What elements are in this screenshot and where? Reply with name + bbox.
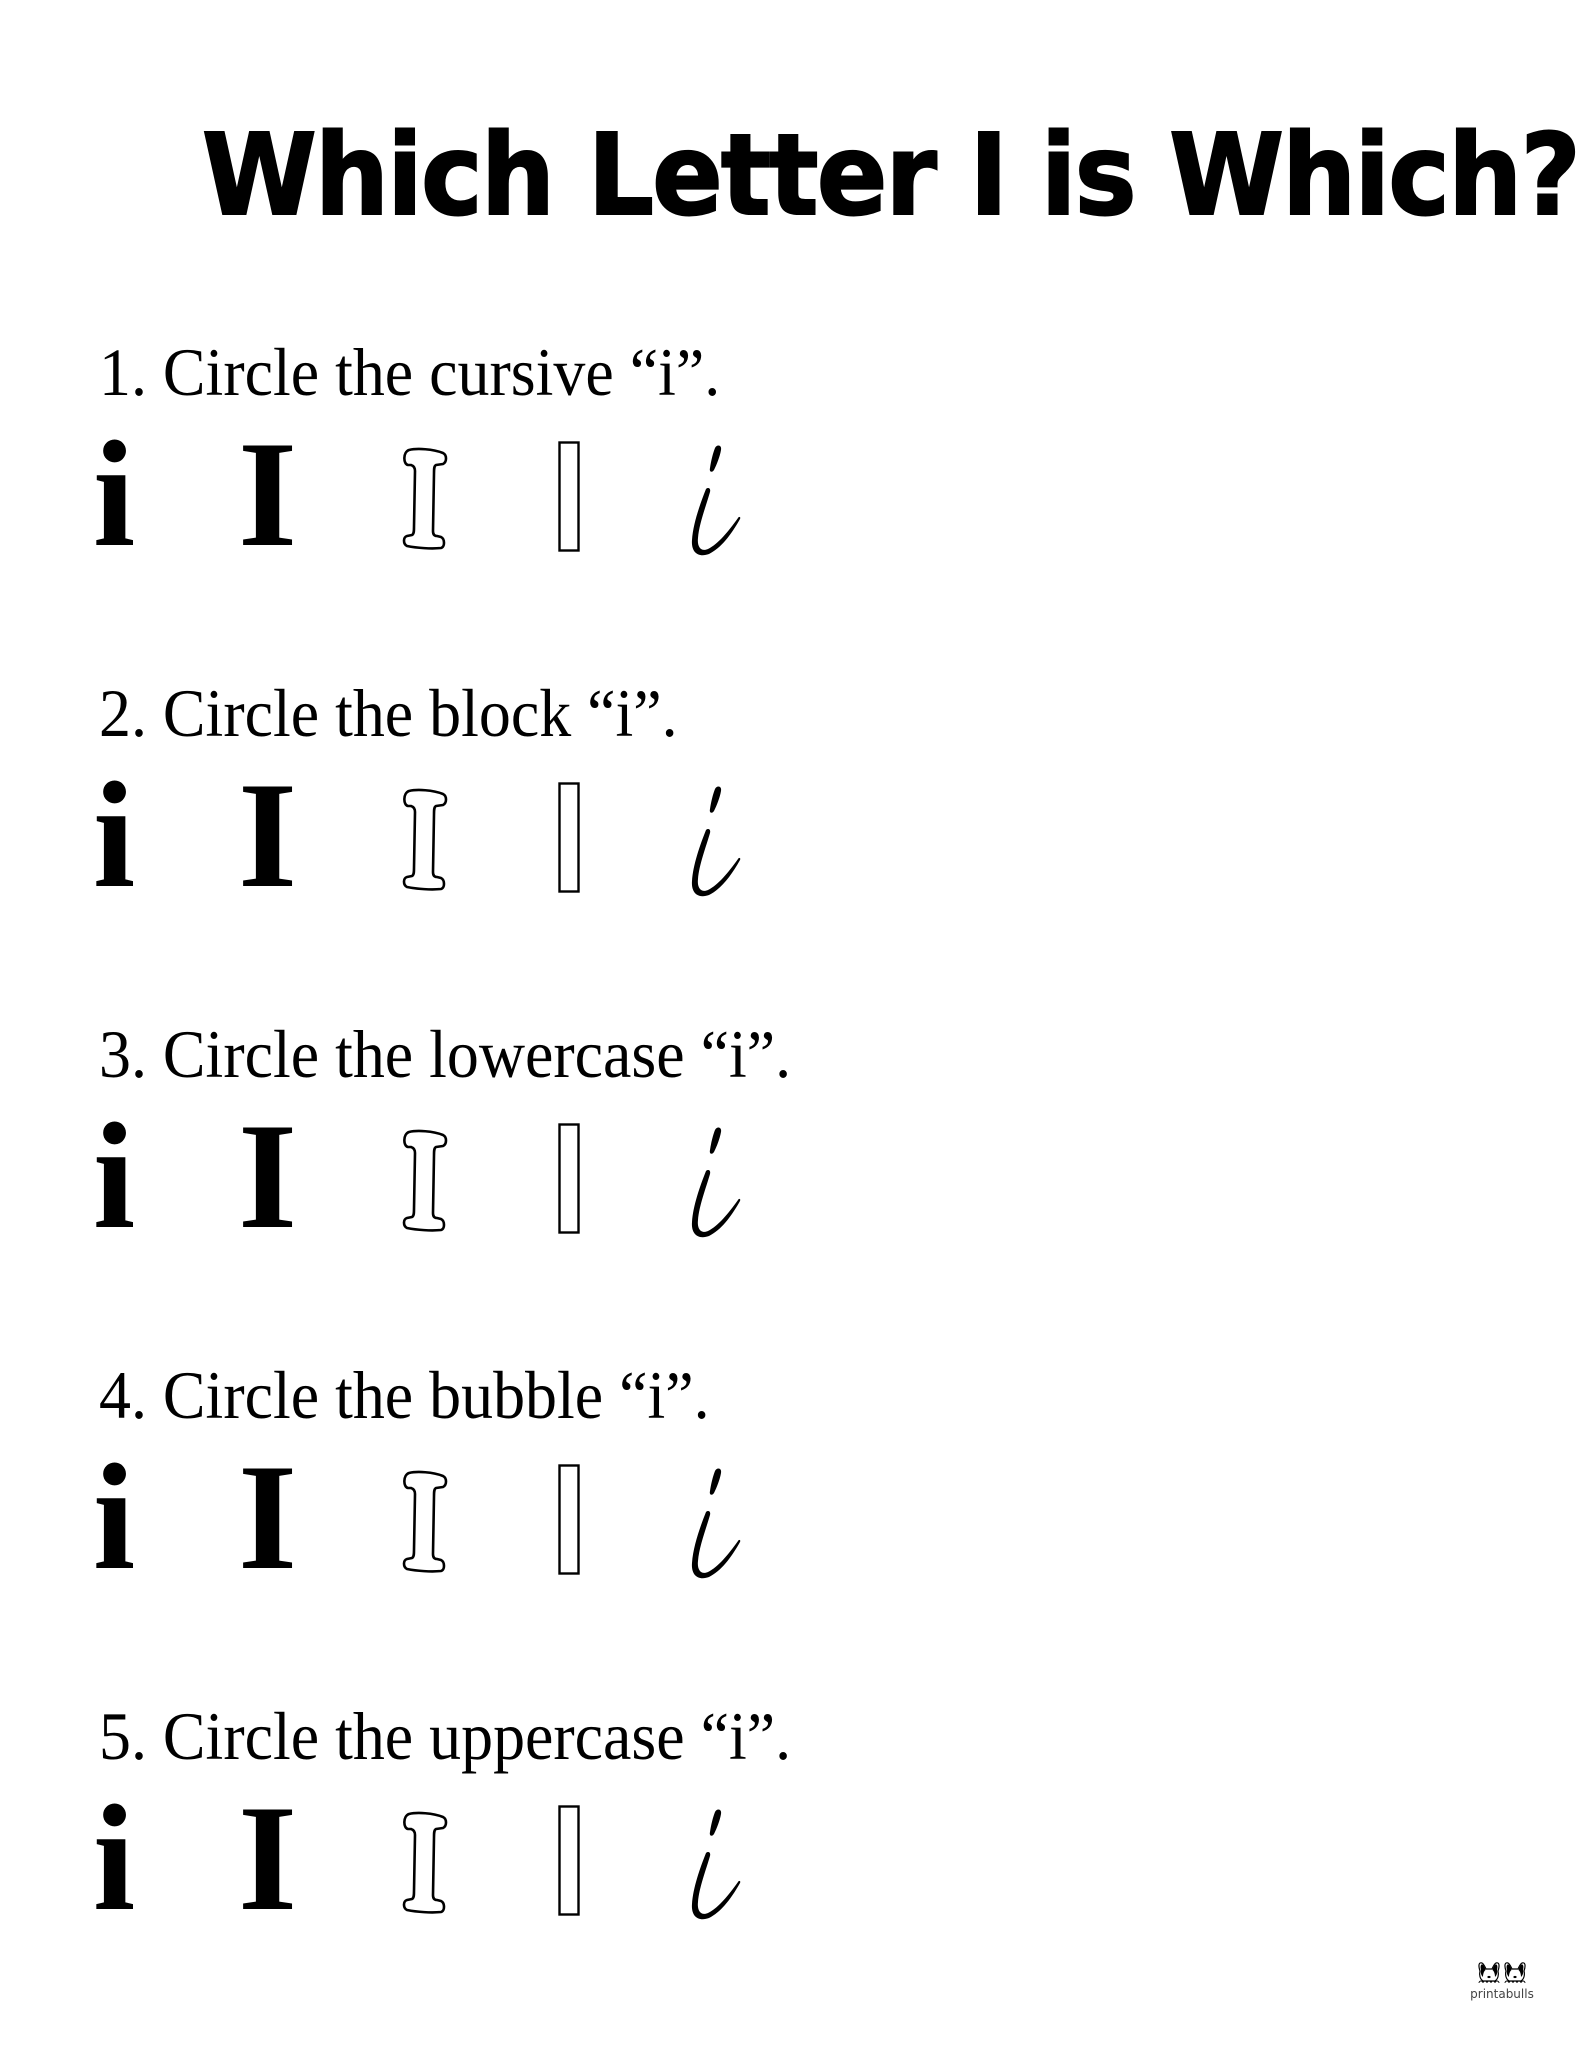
question-1 — [0, 334, 1583, 679]
letter-option-serif-lowercase-i[interactable] — [93, 1433, 136, 1601]
letter-option-bubble-i[interactable] — [401, 788, 449, 892]
question-3 — [0, 1016, 1583, 1361]
cursive-i-icon — [684, 1808, 742, 1920]
bubble-i-icon — [401, 788, 449, 892]
letter-option-serif-lowercase-i[interactable] — [93, 1092, 136, 1260]
printabulls-logo — [1466, 1962, 1538, 2002]
page-title-text: Which Letter I is Which? — [201, 111, 1580, 241]
bubble-i-icon — [401, 1129, 449, 1233]
letter-option-serif-lowercase-i[interactable] — [93, 410, 136, 578]
serif-uppercase-i-glyph: I — [238, 751, 298, 919]
question-4 — [0, 1357, 1583, 1702]
letter-option-block-i[interactable] — [558, 1123, 581, 1235]
letter-option-bubble-i[interactable] — [401, 1129, 449, 1233]
bubble-i-icon — [401, 1470, 449, 1574]
bubble-i-icon — [401, 1811, 449, 1915]
letter-option-cursive-i[interactable] — [684, 1126, 742, 1238]
serif-uppercase-i-glyph: I — [238, 1433, 298, 1601]
logo-text: printabulls — [1470, 1987, 1534, 2001]
block-i-icon — [558, 782, 581, 894]
serif-uppercase-i-glyph: I — [238, 1774, 298, 1942]
letter-option-cursive-i[interactable] — [684, 1467, 742, 1579]
serif-lowercase-i-glyph: i — [93, 1774, 136, 1942]
letter-option-block-i[interactable] — [558, 441, 581, 553]
page-title — [150, 111, 1580, 241]
question-prompt: 4. Circle the bubble “i”. — [99, 1357, 710, 1433]
question-prompt: 2. Circle the block “i”. — [99, 675, 678, 751]
serif-uppercase-i-glyph: I — [238, 410, 298, 578]
letter-option-cursive-i[interactable] — [684, 444, 742, 556]
block-i-icon — [558, 1805, 581, 1917]
letter-option-block-i[interactable] — [558, 1805, 581, 1917]
serif-lowercase-i-glyph: i — [93, 1433, 136, 1601]
block-i-icon — [558, 441, 581, 553]
block-i-icon — [558, 1464, 581, 1576]
serif-lowercase-i-glyph: i — [93, 751, 136, 919]
question-2 — [0, 675, 1583, 1020]
cursive-i-icon — [684, 1467, 742, 1579]
question-prompt: 1. Circle the cursive “i”. — [99, 334, 721, 410]
letter-option-bubble-i[interactable] — [401, 1811, 449, 1915]
french-bulldogs-icon — [1477, 1962, 1527, 1986]
question-prompt: 5. Circle the uppercase “i”. — [99, 1698, 792, 1774]
bubble-i-icon — [401, 447, 449, 551]
letter-option-bubble-i[interactable] — [401, 447, 449, 551]
block-i-icon — [558, 1123, 581, 1235]
letter-option-cursive-i[interactable] — [684, 1808, 742, 1920]
serif-uppercase-i-glyph: I — [238, 1092, 298, 1260]
serif-lowercase-i-glyph: i — [93, 410, 136, 578]
letter-option-cursive-i[interactable] — [684, 785, 742, 897]
cursive-i-icon — [684, 444, 742, 556]
letter-option-serif-uppercase-i[interactable] — [238, 1774, 298, 1942]
letter-option-serif-uppercase-i[interactable] — [238, 751, 298, 919]
question-prompt: 3. Circle the lowercase “i”. — [99, 1016, 792, 1092]
letter-option-bubble-i[interactable] — [401, 1470, 449, 1574]
letter-option-block-i[interactable] — [558, 1464, 581, 1576]
letter-option-serif-lowercase-i[interactable] — [93, 751, 136, 919]
cursive-i-icon — [684, 1126, 742, 1238]
letter-option-serif-uppercase-i[interactable] — [238, 1092, 298, 1260]
letter-option-block-i[interactable] — [558, 782, 581, 894]
serif-lowercase-i-glyph: i — [93, 1092, 136, 1260]
letter-option-serif-lowercase-i[interactable] — [93, 1774, 136, 1942]
cursive-i-icon — [684, 785, 742, 897]
question-5 — [0, 1698, 1583, 2043]
letter-option-serif-uppercase-i[interactable] — [238, 410, 298, 578]
letter-option-serif-uppercase-i[interactable] — [238, 1433, 298, 1601]
